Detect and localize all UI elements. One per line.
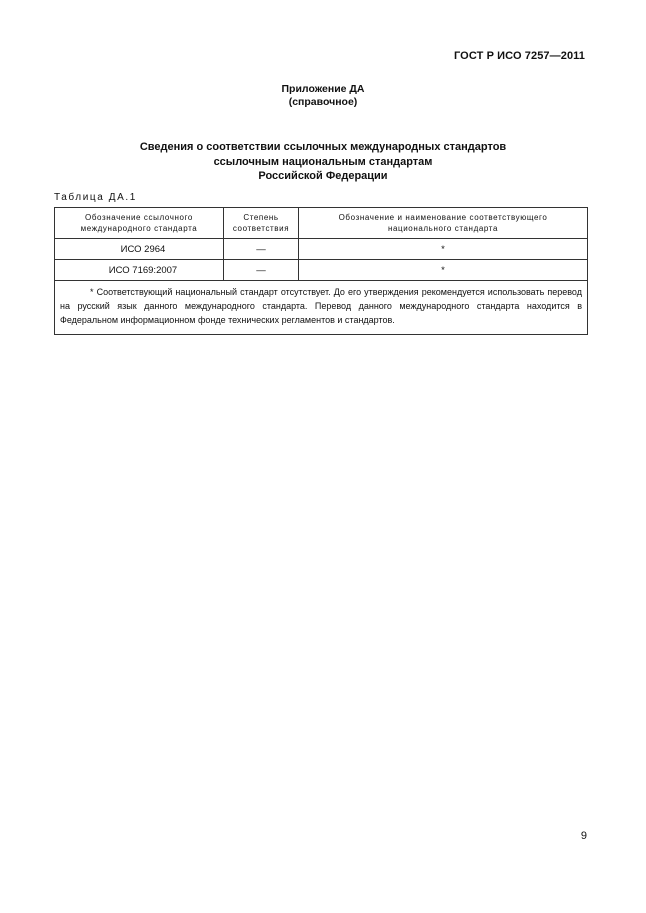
table-footnote-row	[55, 281, 588, 335]
header-international-standard	[55, 208, 224, 239]
cell-international-code	[55, 239, 224, 260]
header-col2-line2: соответствия	[232, 224, 290, 233]
table-footnote	[55, 281, 588, 335]
header-col3-line2: национального стандарта	[387, 224, 498, 233]
header-col3-line1: Обозначение и наименование соответствующего	[338, 212, 548, 222]
heading-line-3: Российской Федерации	[258, 170, 388, 182]
cell-national: *	[299, 260, 588, 281]
table-row	[55, 260, 588, 281]
cell-national: *	[299, 239, 588, 260]
table-row	[55, 239, 588, 260]
cell-degree: —	[224, 239, 299, 260]
table-caption: Таблица ДА.1	[54, 192, 137, 203]
header-degree	[224, 208, 299, 239]
header-col2-line1: Степень	[243, 212, 279, 222]
heading-line-1: Сведения о соответствии ссылочных международных стандартов	[139, 141, 507, 153]
heading-line-2: ссылочным национальным стандартам	[213, 155, 433, 168]
header-col1-line2: международного стандарта	[80, 224, 198, 233]
table-header-row	[55, 208, 588, 239]
annex-subtitle: (справочное)	[288, 96, 358, 108]
annex-title-block	[0, 83, 646, 109]
document-designation: ГОСТ Р ИСО 7257—2011	[453, 50, 585, 62]
reference-standards-table	[54, 207, 588, 335]
header-national-standard	[299, 208, 588, 239]
cell-degree: —	[224, 260, 299, 281]
header-col1-line1: Обозначение ссылочного	[85, 212, 193, 222]
section-heading	[0, 140, 646, 184]
annex-title: Приложение ДА	[281, 83, 365, 95]
code-text: ИСО 2964	[120, 243, 166, 255]
footnote-text: * Соответствующий национальный стандарт отсутствует. До его утверждения рекомендуется использовать перевод на русский язык данного международного стандарта. Перевод данного международного стандарта находится в Федеральном информационном фонде технических регламентов и стандартов.	[60, 287, 582, 325]
cell-international-code	[55, 260, 224, 281]
code-text: ИСО 7169:2007	[108, 264, 178, 276]
page-number: 9	[580, 830, 587, 842]
